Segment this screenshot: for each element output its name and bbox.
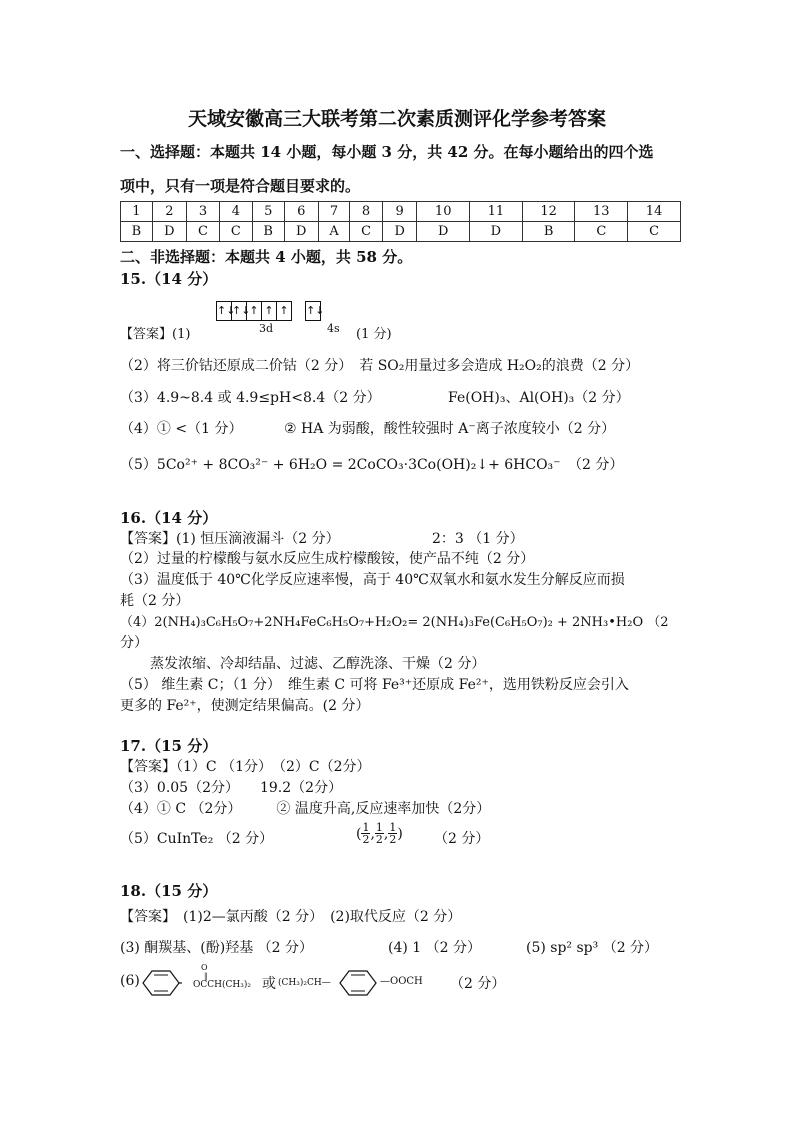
carbonyl-oxygen-label: O xyxy=(201,963,208,972)
q16-answer-3: （3）温度低于 40℃化学反应速率慢，高于 40℃双氧水和氨水发生分解反应而损 xyxy=(120,572,625,588)
paren-open: ( xyxy=(356,825,362,842)
q17-answer-3: （3）0.05（2分） 19.2（2分） xyxy=(120,780,343,796)
denominator: 2 xyxy=(362,833,370,846)
orbital-diagram xyxy=(216,299,325,321)
fraction xyxy=(388,822,397,845)
denominator: 2 xyxy=(375,833,383,846)
table-cell: 1 xyxy=(121,202,153,222)
orbital-box: ↑ xyxy=(262,302,277,320)
table-cell: 4 xyxy=(219,202,252,222)
q15-answer-3b: Fe(OH)₃、Al(OH)₃（2 分） xyxy=(448,390,630,406)
table-cell: 11 xyxy=(470,202,523,222)
fraction xyxy=(361,822,370,845)
table-cell: 2 xyxy=(152,202,186,222)
q16-answer-5: （5） 维生素 C；（1 分） 维生素 C 可将 Fe³⁺还原成 Fe²⁺，选用铁粉反应会引入 xyxy=(120,677,629,693)
q18-answer-5: (5) sp² sp³ （2 分） xyxy=(526,940,659,956)
q17-answer-1-2: 【答案】（1）C （1分） （2）C（2分） xyxy=(120,759,371,775)
q15-answer-4b: ② HA 为弱酸，酸性较强时 A⁻离子浓度较小（2 分） xyxy=(284,421,616,437)
table-cell: 3 xyxy=(187,202,220,222)
page-title: 天域安徽高三大联考第二次素质测评化学参考答案 xyxy=(187,108,606,130)
q16-answer-3-cont: 耗（2 分） xyxy=(120,593,190,609)
q18-answer-3: (3) 酮羰基、(酚)羟基 （2 分） xyxy=(120,940,314,956)
orbital-box: ↑ xyxy=(279,304,289,317)
table-cell: B xyxy=(522,222,575,242)
q17-header: 17.（15 分） xyxy=(120,737,218,755)
q15-header: 15.（14 分） xyxy=(120,270,218,288)
carbonyl-double-bond: ‖ xyxy=(204,972,208,980)
q15-answer-5: （5）5Co²⁺ + 8CO₃²⁻ + 6H₂O = 2CoCO₃·3Co(OH)₂↓+ 6HCO₃⁻ xyxy=(120,457,561,473)
table-cell: D xyxy=(383,222,417,242)
orbital-box: ↑↓ xyxy=(217,302,232,320)
q15-answer-3a: （3）4.9~8.4 或 4.9≤pH<8.4（2 分） xyxy=(120,390,381,406)
table-cell: C xyxy=(219,222,252,242)
table-cell: 14 xyxy=(628,202,681,222)
q17-answer-5a: （5）CuInTe₂ （2 分） xyxy=(120,831,274,847)
numerator: 1 xyxy=(362,821,370,834)
table-cell: 8 xyxy=(350,202,383,222)
q17-answer-4: （4）① C （2分） ② 温度升高,反应速率加快（2分） xyxy=(120,801,491,817)
section2-heading: 二、非选择题：本题共 4 小题，共 58 分。 xyxy=(120,248,413,266)
table-cell: 5 xyxy=(252,202,284,222)
table-cell: A xyxy=(318,222,349,242)
orbital-4s-label: 4s xyxy=(327,322,340,335)
table-cell: B xyxy=(252,222,284,242)
table-cell: 6 xyxy=(284,202,318,222)
comma: , xyxy=(383,825,389,842)
q16-answer-4-operations: 蒸发浓缩、冷却结晶、过滤、乙醇洗涤、干燥（2 分） xyxy=(150,656,486,672)
q15-answer-1-score: (1 分) xyxy=(356,327,392,342)
table-cell: C xyxy=(187,222,220,242)
benzene-ring-icon xyxy=(338,968,380,998)
q18-answer-6-score: （2 分） xyxy=(450,976,506,992)
q15-answer-2: （2）将三价钴还原成二价钴（2 分） 若 SO₂用量过多会造成 H₂O₂的浪费（2 分） xyxy=(120,358,640,374)
orbital-box: ↑↓ xyxy=(306,304,325,317)
numerator: 1 xyxy=(375,821,383,834)
table-cell: 10 xyxy=(417,202,470,222)
q15-answer-5-score: （2 分） xyxy=(568,457,624,473)
q17-answer-5b: （2 分） xyxy=(434,831,490,847)
q18-answer-6-prefix: (6) xyxy=(120,973,140,989)
paren-close: ) xyxy=(397,825,403,842)
q18-answer-6-or: 或 xyxy=(262,976,276,992)
table-cell: D xyxy=(470,222,523,242)
table-cell: D xyxy=(152,222,186,242)
benzene-ring-icon xyxy=(142,968,182,998)
q16-answer-4-cont: 分） xyxy=(120,635,148,651)
orbital-3d-label: 3d xyxy=(259,322,274,335)
q16-answer-1b: 2：3 （1 分） xyxy=(432,531,524,547)
answer-table-answer-row xyxy=(121,222,681,242)
section1-line2: 项中，只有一项是符合题目要求的。 xyxy=(120,177,361,195)
section1-line1: 一、选择题：本题共 14 小题，每小题 3 分，共 42 分。在每小题给出的四个选 xyxy=(120,143,654,161)
table-cell: 12 xyxy=(522,202,575,222)
ester-group-1: OCCH(CH₃)₂ xyxy=(193,980,251,990)
formate-group: —OOCH xyxy=(380,976,423,987)
table-cell: D xyxy=(284,222,318,242)
q18-answer-1-2: 【答案】 (1)2—氯丙酸（2 分） (2)取代反应（2 分） xyxy=(120,909,462,925)
numerator: 1 xyxy=(389,821,397,834)
table-cell: 13 xyxy=(575,202,628,222)
orbital-3d-boxes xyxy=(216,301,292,321)
q15-answer-4a: （4）① <（1 分） xyxy=(120,421,243,437)
q16-answer-4: （4）2(NH₄)₃C₆H₅O₇+2NH₄FeC₆H₅O₇+H₂O₂= 2(NH₄)₃Fe(C₆H₅O₇)₂ + 2NH₃•H₂O （2 xyxy=(120,615,669,630)
orbital-box: ↑↓ xyxy=(232,302,247,320)
orbital-box: ↑ xyxy=(247,302,262,320)
table-cell: B xyxy=(121,222,153,242)
denominator: 2 xyxy=(389,833,397,846)
answer-table-number-row xyxy=(121,202,681,222)
isopropyl-group: (CH₃)₂CH— xyxy=(278,978,331,988)
table-cell: D xyxy=(417,222,470,242)
table-cell: 7 xyxy=(318,202,349,222)
answer-table xyxy=(120,201,681,242)
fraction xyxy=(375,822,384,845)
q16-answer-2: （2）过量的柠檬酸与氨水反应生成柠檬酸铵，使产品不纯（2 分） xyxy=(120,551,535,567)
q16-answer-1a: 【答案】(1) 恒压滴液漏斗（2 分） xyxy=(120,531,340,547)
q15-answer-1-prefix: 【答案】(1) xyxy=(120,327,191,342)
comma: , xyxy=(370,825,375,842)
q16-answer-5-cont: 更多的 Fe²⁺，使测定结果偏高。(2 分） xyxy=(120,698,370,714)
q18-header: 18.（15 分） xyxy=(120,882,218,900)
table-cell: C xyxy=(575,222,628,242)
table-cell: 9 xyxy=(383,202,417,222)
q18-answer-4: (4) 1 （2 分） xyxy=(388,940,481,956)
orbital-4s-box xyxy=(305,301,325,321)
table-cell: C xyxy=(628,222,681,242)
table-cell: C xyxy=(350,222,383,242)
fractional-coordinates xyxy=(356,822,403,845)
q16-header: 16.（14 分） xyxy=(120,509,218,527)
